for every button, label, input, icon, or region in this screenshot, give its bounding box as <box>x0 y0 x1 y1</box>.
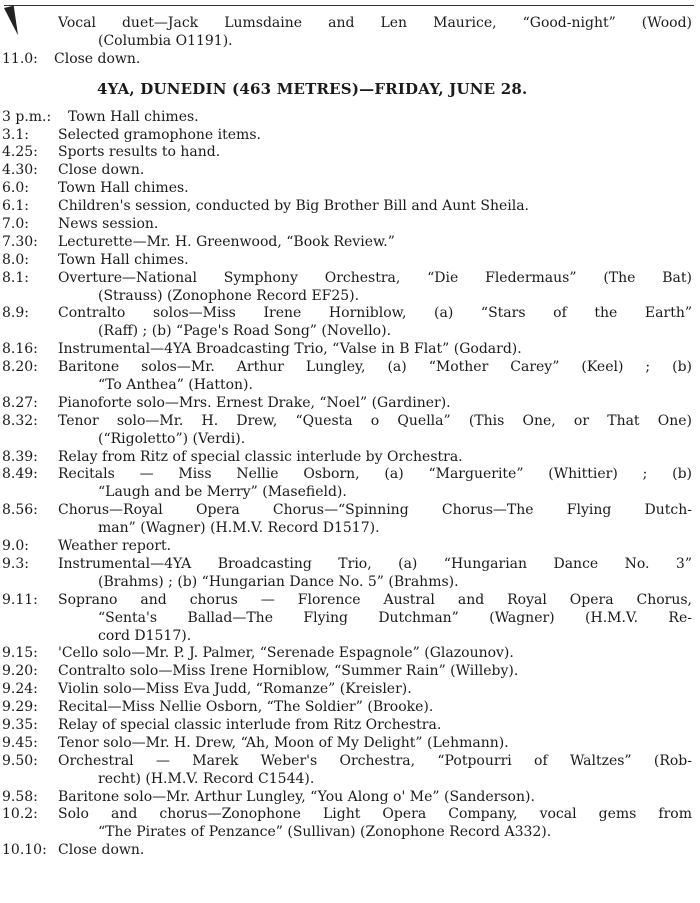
time-label: 9.24: <box>2 681 38 698</box>
programme-text: “The Pirates of Penzance” (Sullivan) (Zonophone Record A332). <box>98 824 552 841</box>
programme-line <box>0 270 700 288</box>
programme-line <box>0 180 700 198</box>
programme-text: Baritone solos—Mr. Arthur Lungley, (a) “Mother Carey” (Keel) ; (b) <box>58 359 692 376</box>
programme-text: Tenor solo—Mr. H. Drew, “Ah, Moon of My Delight” (Lehmann). <box>58 734 509 751</box>
programme-line <box>0 753 700 771</box>
time-label: 6.1: <box>2 198 29 215</box>
time-label: 8.1: <box>2 269 29 286</box>
programme-text: Town Hall chimes. <box>58 180 189 197</box>
programme-line <box>0 323 700 341</box>
programme-line <box>0 198 700 216</box>
programme-line <box>0 252 700 270</box>
time-label: 9.15: <box>2 645 38 662</box>
time-label: 7.30: <box>2 233 38 250</box>
programme-line <box>0 127 700 145</box>
programme-line <box>0 377 700 395</box>
programme-line <box>0 699 700 717</box>
time-label: 9.3: <box>2 555 29 572</box>
programme-line <box>0 824 700 842</box>
programme-text: News session. <box>58 216 159 233</box>
programme-text: “To Anthea” (Hatton). <box>98 377 253 394</box>
programme-line <box>0 449 700 467</box>
programme-text: (Strauss) (Zonophone Record EF25). <box>98 287 360 304</box>
programme-text: Contralto solos—Miss Irene Horniblow, (a) “Stars of the Earth” <box>58 305 692 322</box>
programme-line <box>0 466 700 484</box>
programme-line <box>0 645 700 663</box>
programme-line <box>0 216 700 234</box>
programme-line <box>0 538 700 556</box>
programme-text: (Raff) ; (b) “Page's Road Song” (Novello). <box>98 323 392 340</box>
programme-text: Lecturette—Mr. H. Greenwood, “Book Review.” <box>58 233 395 250</box>
programme-line <box>0 359 700 377</box>
prev-closing-line <box>0 51 700 69</box>
time-label: 8.9: <box>2 305 29 322</box>
programme-line <box>0 144 700 162</box>
programme-text: Baritone solo—Mr. Arthur Lungley, “You Along o' Me” (Sanderson). <box>58 788 535 805</box>
programme-text: (“Rigoletto”) (Verdi). <box>98 430 246 447</box>
programme-line <box>0 431 700 449</box>
programme-text: Contralto solo—Miss Irene Horniblow, “Summer Rain” (Willeby). <box>58 663 519 680</box>
time-label: 9.0: <box>2 538 29 555</box>
time-label: 9.11: <box>2 591 38 608</box>
time-label: 8.39: <box>2 448 38 465</box>
programme-text: Recital—Miss Nellie Osborn, “The Soldier” (Brooke). <box>58 699 434 716</box>
programme-text: Soprano and chorus — Florence Austral and Royal Opera Chorus, <box>58 591 692 608</box>
programme-line <box>0 556 700 574</box>
programme-line <box>0 341 700 359</box>
programme-line <box>0 413 700 431</box>
programme-text: Town Hall chimes. <box>58 251 189 268</box>
programme-text: cord D1517). <box>98 627 192 644</box>
programme-line <box>0 520 700 538</box>
prev-listing-line <box>0 15 700 33</box>
programme-text: Solo and chorus—Zonophone Light Opera Company, vocal gems from <box>58 806 692 823</box>
programme-text: recht) (H.M.V. Record C1544). <box>98 770 315 787</box>
programme-line <box>0 305 700 323</box>
time-label: 9.50: <box>2 752 38 769</box>
time-label: 9.29: <box>2 699 38 716</box>
programme-line <box>0 234 700 252</box>
programme-text: “Senta's Ballad—The Flying Dutchman” (Wagner) (H.M.V. Re- <box>98 609 692 626</box>
time-label: 8.27: <box>2 394 38 411</box>
programme-text: Close down. <box>58 162 145 179</box>
time-label: 6.0: <box>2 180 29 197</box>
time-label: 10.10: <box>2 842 47 859</box>
programme-text: Children's session, conducted by Big Brother Bill and Aunt Sheila. <box>58 198 530 215</box>
programme-text: Violin solo—Miss Eva Judd, “Romanze” (Kreisler). <box>58 681 412 698</box>
programme-line <box>0 806 700 824</box>
time-label: 8.32: <box>2 412 38 429</box>
time-label: 3 p.m.: <box>2 108 52 125</box>
station-heading: 4YA, DUNEDIN (463 METRES)—FRIDAY, JUNE 28. <box>97 79 528 98</box>
programme-list <box>0 109 700 860</box>
programme-text: Orchestral — Marek Weber's Orchestra, “Potpourri of Waltzes” (Rob- <box>58 752 692 769</box>
programme-line <box>0 288 700 306</box>
time-label: 9.20: <box>2 663 38 680</box>
programme-text: Overture—National Symphony Orchestra, “Die Fledermaus” (The Bat) <box>58 269 692 286</box>
programme-text: “Laugh and be Merry” (Masefield). <box>98 484 347 501</box>
programme-text: Chorus—Royal Opera Chorus—“Spinning Chorus—The Flying Dutch- <box>58 502 692 519</box>
programme-text: Recitals — Miss Nellie Osborn, (a) “Marguerite” (Whittier) ; (b) <box>58 466 692 483</box>
programme-text: Tenor solo—Mr. H. Drew, “Questa o Quella” (This One, or That One) <box>58 412 692 429</box>
closing-text: Close down. <box>54 50 141 67</box>
programme-line <box>0 681 700 699</box>
time-label: 9.45: <box>2 734 38 751</box>
time-label: 11.0: <box>2 50 38 67</box>
programme-line <box>0 574 700 592</box>
programme-line <box>0 789 700 807</box>
time-label: 10.2: <box>2 806 38 823</box>
programme-text: 'Cello solo—Mr. P. J. Palmer, “Serenade Espagnole” (Glazounov). <box>58 645 514 662</box>
programme-text: Relay of special classic interlude from Ritz Orchestra. <box>58 716 442 733</box>
programme-line <box>0 484 700 502</box>
programme-line <box>0 717 700 735</box>
programme-line <box>0 610 700 628</box>
time-label: 9.58: <box>2 788 38 805</box>
programme-line <box>0 771 700 789</box>
time-label: 3.1: <box>2 126 29 143</box>
programme-line <box>0 735 700 753</box>
programme-text: Instrumental—4YA Broadcasting Trio, “Valse in B Flat” (Godard). <box>58 341 522 358</box>
programme-text: Weather report. <box>58 538 172 555</box>
time-label: 9.35: <box>2 716 38 733</box>
prev-listing-text: (Columbia O1191). <box>98 32 233 49</box>
time-label: 8.16: <box>2 341 38 358</box>
programme-line <box>0 663 700 681</box>
programme-text: Sports results to hand. <box>58 144 221 161</box>
time-label: 8.49: <box>2 466 38 483</box>
programme-line <box>0 109 700 127</box>
time-label: 8.56: <box>2 502 38 519</box>
programme-column <box>0 15 700 860</box>
programme-text: Instrumental—4YA Broadcasting Trio, (a) “Hungarian Dance No. 3” <box>58 555 692 572</box>
programme-line <box>0 592 700 610</box>
prev-listing-line <box>0 33 700 51</box>
programme-line <box>0 842 700 860</box>
programme-text: Relay from Ritz of special classic interlude by Orchestra. <box>58 448 463 465</box>
top-rule <box>4 5 694 6</box>
programme-text: Town Hall chimes. <box>68 108 199 125</box>
programme-line <box>0 502 700 520</box>
programme-text: Selected gramophone items. <box>58 126 261 143</box>
time-label: 7.0: <box>2 216 29 233</box>
prev-listing-text: Vocal duet—Jack Lumsdaine and Len Maurice, “Good-night” (Wood) <box>58 15 692 31</box>
programme-line <box>0 395 700 413</box>
time-label: 4.30: <box>2 162 38 179</box>
programme-text: Close down. <box>58 842 145 859</box>
programme-text: (Brahms) ; (b) “Hungarian Dance No. 5” (Brahms). <box>98 573 459 590</box>
programme-line <box>0 162 700 180</box>
time-label: 8.20: <box>2 359 38 376</box>
time-label: 4.25: <box>2 144 38 161</box>
programme-text: man” (Wagner) (H.M.V. Record D1517). <box>98 520 380 537</box>
time-label: 8.0: <box>2 251 29 268</box>
programme-text: Pianoforte solo—Mrs. Ernest Drake, “Noel” (Gardiner). <box>58 394 451 411</box>
programme-line <box>0 628 700 646</box>
